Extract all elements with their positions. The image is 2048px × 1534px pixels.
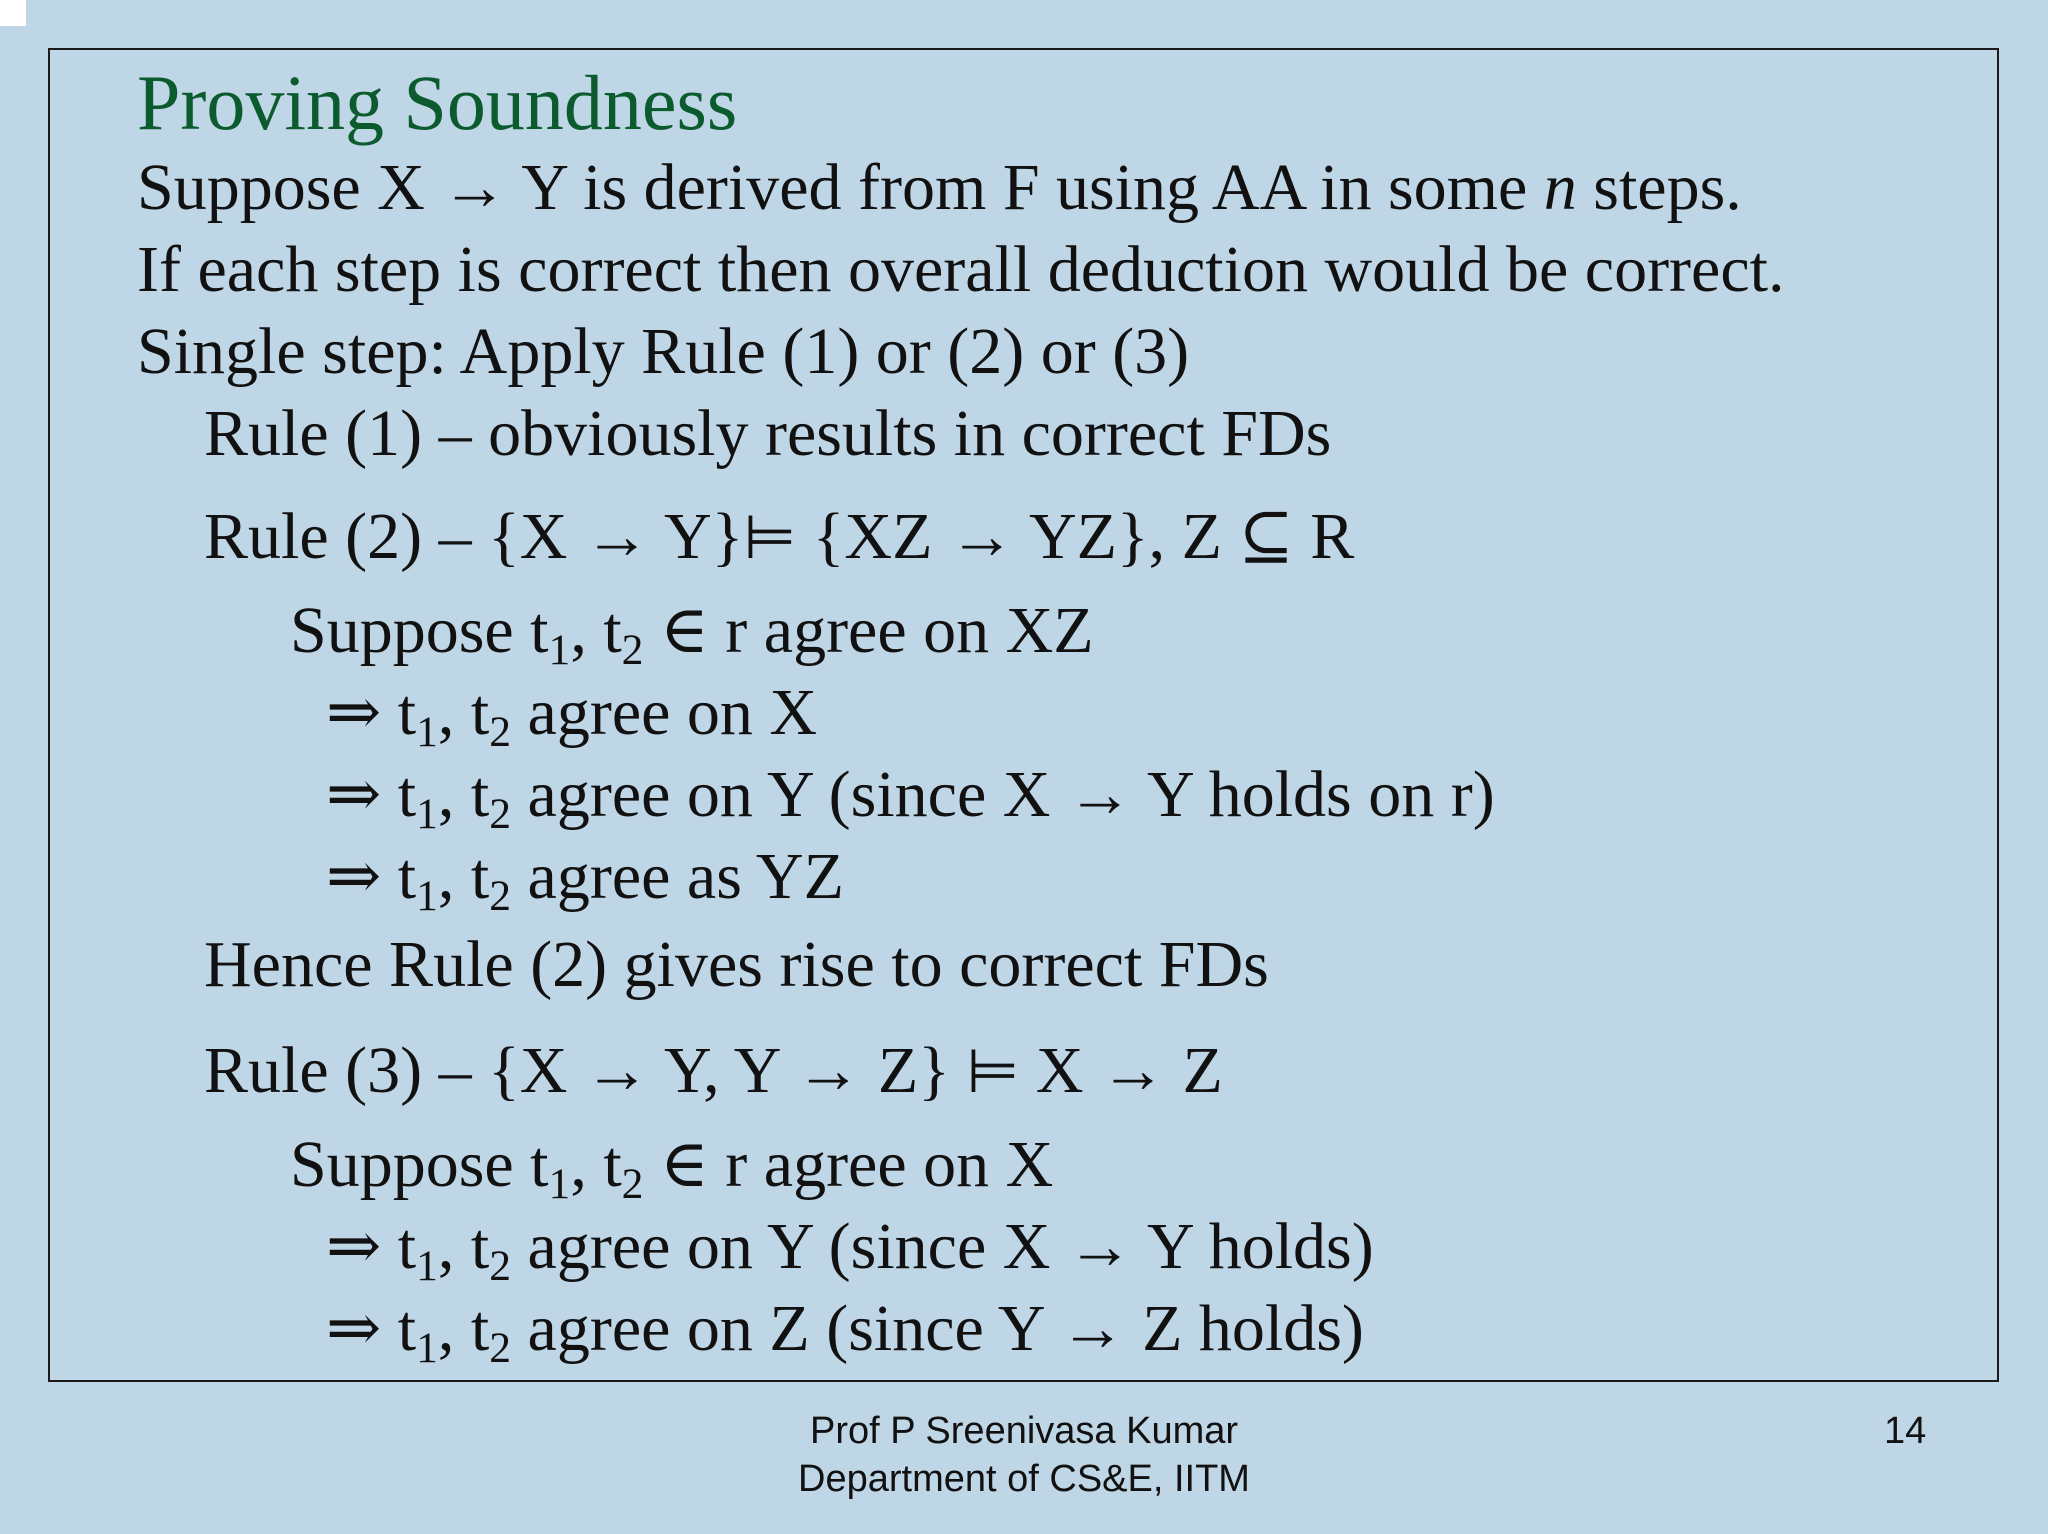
text-segment: agree as YZ	[511, 840, 844, 913]
page-number: 14	[1884, 1410, 1927, 1452]
text-segment: Suppose t	[290, 1128, 549, 1201]
intro-line-correctness: If each step is correct then overall deduction would be correct.	[137, 233, 1785, 306]
text-segment: ⇒ t	[326, 840, 417, 913]
subscript: 2	[489, 790, 512, 839]
footer-department: Department of CS&E, IITM	[798, 1458, 1250, 1500]
subscript: 1	[548, 1160, 571, 1209]
rule-2-suppose-line	[290, 594, 1094, 675]
slide-title: Proving Soundness	[137, 59, 738, 146]
steps-variable: n	[1543, 151, 1577, 224]
subscript: 2	[489, 708, 512, 757]
text-segment: agree on Z (since Y → Z holds)	[511, 1292, 1364, 1365]
text-segment: , t	[437, 758, 490, 831]
rule-2-conclusion: Hence Rule (2) gives rise to correct FDs	[204, 928, 1269, 1001]
rule-2-step-3	[326, 840, 844, 921]
footer-author: Prof P Sreenivasa Kumar	[809, 1410, 1239, 1452]
rule-1-line: Rule (1) – obviously results in correct FDs	[204, 397, 1332, 470]
subscript: 2	[489, 1242, 512, 1291]
text-segment: Rule (3) – {X → Y, Y → Z}	[204, 1034, 967, 1107]
rule-2-step-1	[326, 676, 818, 757]
subscript: 1	[416, 872, 438, 921]
rule-3-step-1	[326, 1210, 1374, 1291]
subscript: 1	[416, 790, 438, 839]
text-segment: , t	[437, 1292, 490, 1365]
entails-symbol: ⊨	[743, 503, 797, 573]
text-segment: ⇒ t	[326, 676, 417, 749]
text-segment: ⇒ t	[326, 758, 417, 831]
subscript: 2	[489, 872, 512, 921]
text-segment: , t	[437, 676, 490, 749]
text-segment: ∈ r agree on XZ	[643, 594, 1094, 667]
rule-3-suppose-line	[290, 1128, 1054, 1209]
text-segment: Suppose t	[290, 594, 549, 667]
subscript: 1	[416, 1242, 438, 1291]
rule-2-line	[204, 500, 1355, 573]
text-segment: ⇒ t	[326, 1210, 417, 1283]
text-segment: ⇒ t	[326, 1292, 417, 1365]
text-segment: Suppose X → Y is derived from F using AA in some	[137, 151, 1544, 224]
text-segment: , t	[437, 1210, 490, 1283]
text-segment: , t	[570, 594, 622, 667]
text-segment: , t	[570, 1128, 622, 1201]
text-segment: , t	[437, 840, 490, 913]
text-segment: {XZ → YZ}, Z ⊆ R	[796, 500, 1355, 573]
subscript: 1	[548, 626, 571, 675]
text-segment: agree on Y (since X → Y holds on r)	[511, 758, 1495, 831]
rule-3-line	[204, 1034, 1223, 1107]
subscript: 1	[416, 708, 438, 757]
subscript: 2	[621, 1160, 644, 1209]
corner-mark	[0, 0, 26, 26]
subscript: 2	[489, 1324, 512, 1373]
subscript: 1	[416, 1324, 438, 1373]
text-segment: agree on X	[511, 676, 818, 749]
text-segment: steps.	[1576, 151, 1742, 224]
entails-symbol: ⊨	[966, 1037, 1020, 1107]
text-segment: ∈ r agree on X	[643, 1128, 1054, 1201]
subscript: 2	[621, 626, 644, 675]
intro-line-single-step: Single step: Apply Rule (1) or (2) or (3)	[137, 315, 1190, 388]
text-segment: agree on Y (since X → Y holds)	[511, 1210, 1374, 1283]
text-segment: Rule (2) – {X → Y}	[204, 500, 744, 573]
rule-2-step-2	[326, 758, 1495, 839]
text-segment: X → Z	[1019, 1034, 1223, 1107]
intro-line-derivation	[137, 151, 1742, 224]
rule-3-step-2	[326, 1292, 1364, 1373]
